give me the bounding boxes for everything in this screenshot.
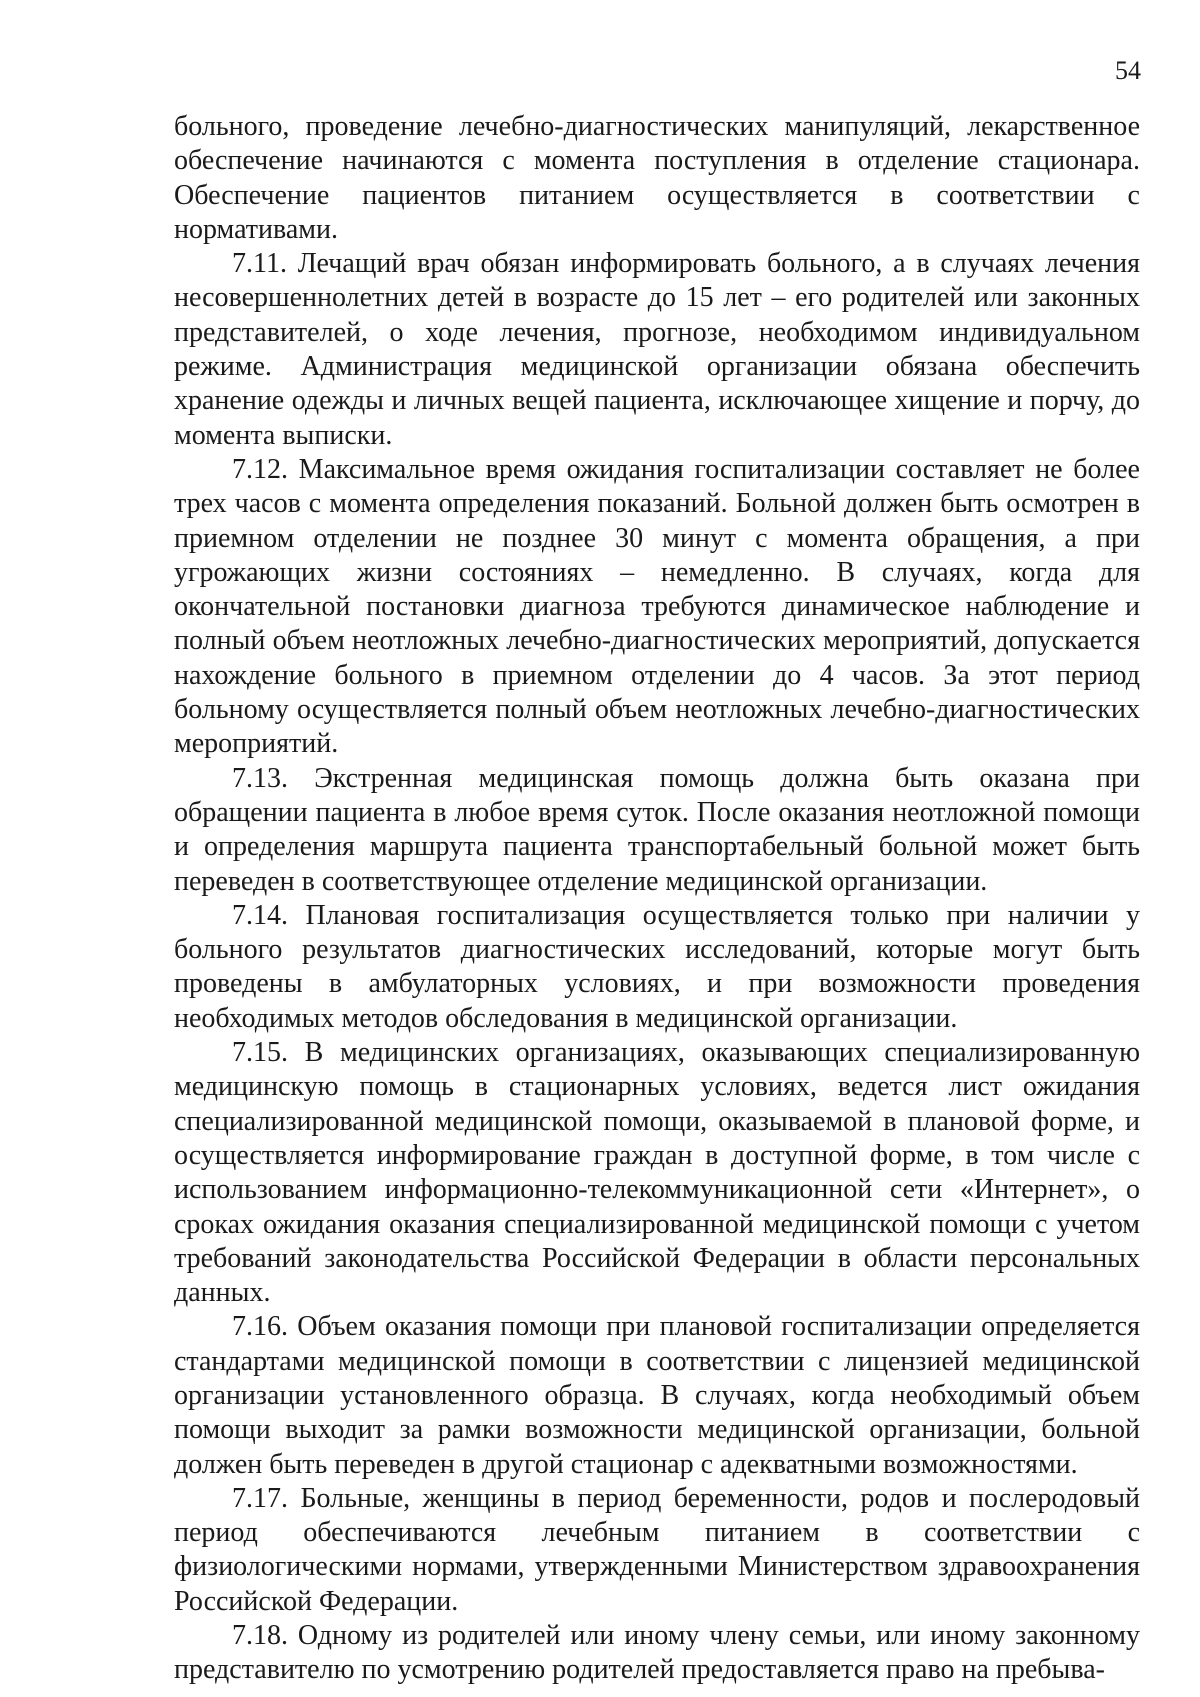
paragraph-7-12: 7.12. Максимальное время ожидания госпитализации составляет не более трех часов с момента определения показаний. Больной должен быть осмотрен в приемном отделении не позднее 30 минут с момента обращения, а при угрожающих жизни состояниях – немедленно. В случаях, когда для окончательной постановки диагноза требуются динамическое наблюдение и полный объем неотложных лечебно-диагностических мероприятий, допускается нахождение больного в приемном отделении до 4 часов. За этот период больному осуществляется полный объем неотложных лечебно-диагностических мероприятий.	[174, 453, 1140, 760]
paragraph-continuation: больного, проведение лечебно-диагностических манипуляций, лекарственное обеспечение начинаются с момента поступления в отделение стационара. Обеспечение пациентов питанием осуществляется в соответствии с нормативами.	[174, 111, 1140, 245]
paragraph-7-17: 7.17. Больные, женщины в период беременности, родов и послеродовый период обеспечиваются лечебным питанием в соответствии с физиологическими нормами, утвержденными Министерством здравоохранения Российской Федерации.	[174, 1482, 1140, 1617]
page-number: 54	[1115, 56, 1141, 85]
paragraph-7-18: 7.18. Одному из родителей или иному члену семьи, или иному законному представителю по усмотрению родителей предоставляется право на пребыва-	[174, 1620, 1140, 1686]
paragraph-7-15: 7.15. В медицинских организациях, оказывающих специализированную медицинскую помощь в стационарных условиях, ведется лист ожидания специализированной медицинской помощи, оказываемой в плановой форме, и осуществляется информирование граждан в доступной форме, в том числе с использованием информационно-телекоммуникационной сети «Интернет», о сроках ожидания оказания специализированной медицинской помощи с учетом требований законодательства Российской Федерации в области персональных данных.	[174, 1037, 1140, 1309]
paragraph-7-13: 7.13. Экстренная медицинская помощь должна быть оказана при обращении пациента в любое время суток. После оказания неотложной помощи и определения маршрута пациента транспортабельный больной может быть переведен в соответствующее отделение медицинской организации.	[174, 762, 1140, 897]
paragraph-7-14: 7.14. Плановая госпитализация осуществляется только при наличии у больного результатов диагностических исследований, которые могут быть проведены в амбулаторных условиях, и при возможности проведения необходимых методов обследования в медицинской организации.	[174, 899, 1140, 1034]
paragraph-7-11: 7.11. Лечащий врач обязан информировать больного, а в случаях лечения несовершеннолетних детей в возрасте до 15 лет – его родителей или законных представителей, о ходе лечения, прогнозе, необходимом индивидуальном режиме. Администрация медицинской организации обязана обеспечить хранение одежды и личных вещей пациента, исключающее хищение и порчу, до момента выписки.	[174, 248, 1140, 451]
paragraph-7-16: 7.16. Объем оказания помощи при плановой госпитализации определяется стандартами медицинской помощи в соответствии с лицензией медицинской организации установленного образца. В случаях, когда необходимый объем помощи выходит за рамки возможности медицинской организации, больной должен быть переведен в другой стационар с адекватными возможностями.	[174, 1311, 1140, 1480]
document-body	[174, 110, 1140, 1688]
